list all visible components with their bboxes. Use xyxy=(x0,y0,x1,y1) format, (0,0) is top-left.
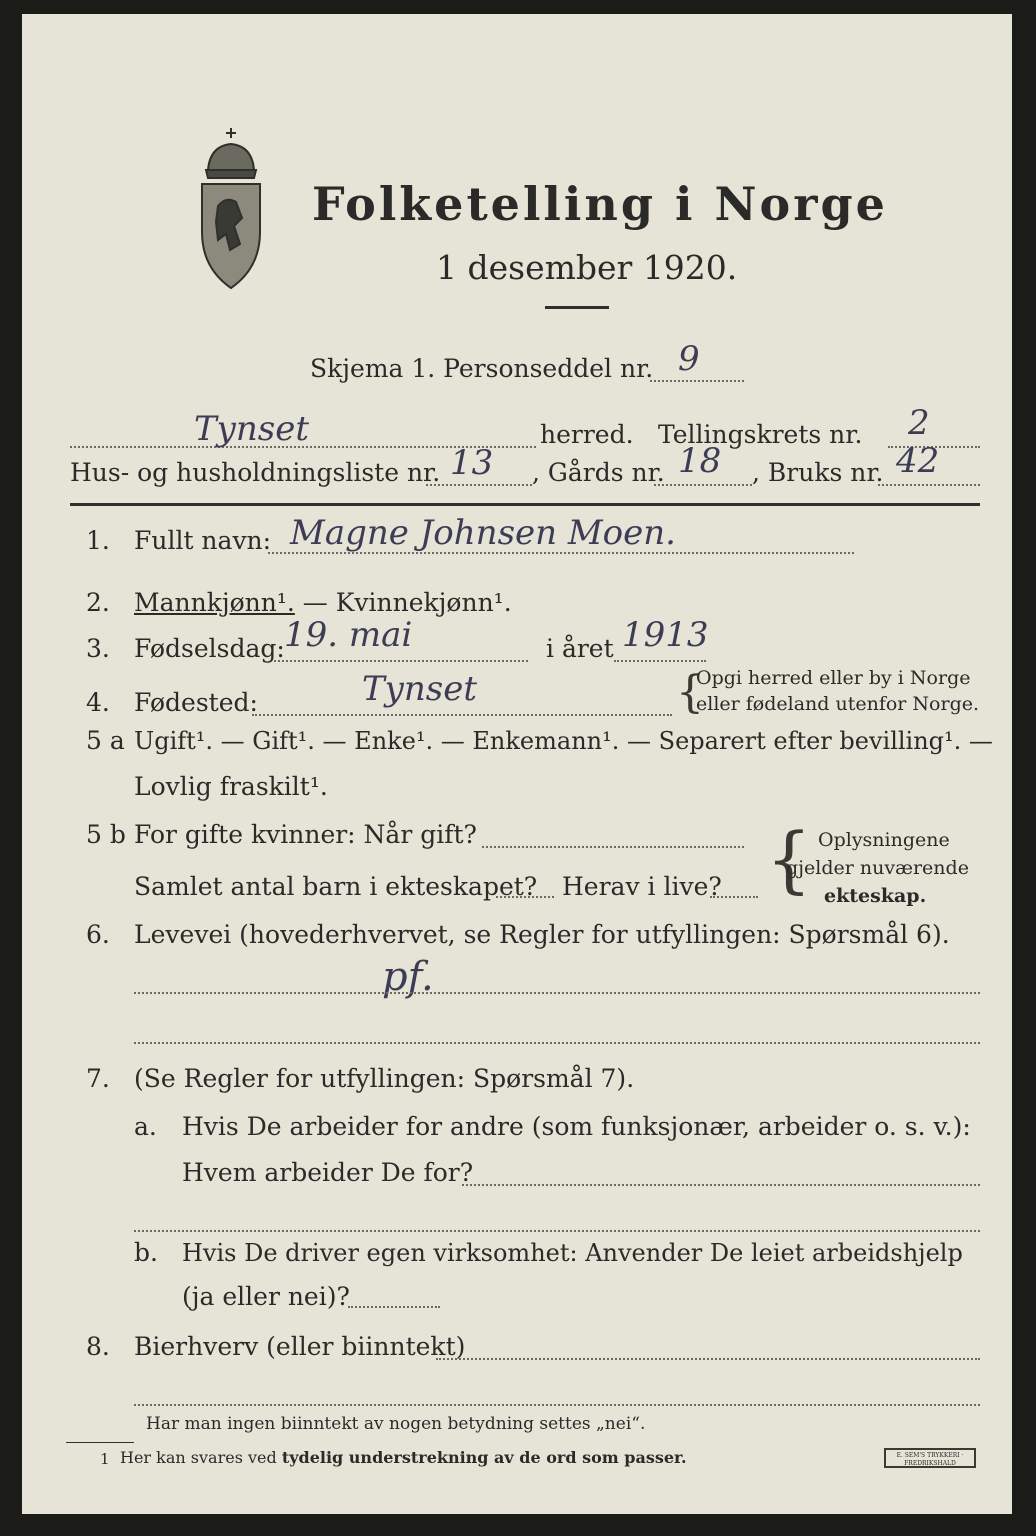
q7a-letter: a. xyxy=(134,1112,157,1141)
coat-of-arms-icon xyxy=(190,122,272,292)
q7a-employer-line xyxy=(462,1184,980,1186)
q5b-married-line xyxy=(482,846,744,848)
q7-number: 7. xyxy=(86,1064,110,1093)
q3-birthday-value[interactable]: 19. mai xyxy=(284,615,413,655)
footnote-text xyxy=(120,1448,687,1468)
printer-stamp xyxy=(884,1448,976,1468)
q2-mannkjonn-option[interactable]: Mannkjønn¹. xyxy=(134,588,295,617)
bruks-label: , Bruks nr. xyxy=(752,458,884,487)
census-form-sheet xyxy=(22,14,1012,1514)
q2-kvinnekjonn-option[interactable]: — Kvinnekjønn¹. xyxy=(294,588,512,617)
q4-brace: { xyxy=(676,667,704,718)
q8-line2 xyxy=(134,1404,980,1406)
q7a-line-extra xyxy=(134,1230,980,1232)
q7b-answer-line xyxy=(348,1306,440,1308)
q3-year-line xyxy=(614,660,706,662)
q1-full-name-value[interactable]: Magne Johnsen Moen. xyxy=(290,513,676,553)
q1-number: 1. xyxy=(86,526,110,555)
q5a-number: 5 a xyxy=(86,726,125,755)
q5b-alive-line xyxy=(710,896,758,898)
printer-stamp-text: E. SEM'S TRYKKERI · FREDRIKSHALD xyxy=(896,1452,964,1467)
q5b-line1: For gifte kvinner: Når gift? xyxy=(134,820,477,849)
q3-year-label: i året xyxy=(546,634,614,663)
gards-value[interactable]: 18 xyxy=(678,441,722,481)
census-date: 1 desember 1920. xyxy=(436,248,738,287)
gards-label: , Gårds nr. xyxy=(532,458,665,487)
q7-label: (Se Regler for utfyllingen: Spørsmål 7). xyxy=(134,1064,635,1093)
q3-label: Fødselsdag: xyxy=(134,634,285,663)
q3-year-value[interactable]: 1913 xyxy=(622,615,709,655)
footnote-text-plain: Her kan svares ved xyxy=(120,1448,282,1467)
q5a-options-line1: Ugift¹. — Gift¹. — Enke¹. — Enkemann¹. — Separert efter bevilling¹. — xyxy=(134,727,993,755)
q4-line xyxy=(252,714,672,716)
tellingskrets-value[interactable]: 2 xyxy=(908,403,930,443)
q5b-note-line2: gjelder nuværende xyxy=(786,857,969,879)
q5b-children-line xyxy=(496,896,554,898)
q5b-alive-label: Herav i live? xyxy=(562,872,722,901)
q6-line1 xyxy=(134,992,980,994)
q4-note-line2: eller fødeland utenfor Norge. xyxy=(696,693,980,715)
footnote-mark: 1 xyxy=(100,1450,110,1468)
q5b-number: 5 b xyxy=(86,820,126,849)
q6-label: Levevei (hovederhvervet, se Regler for utfyllingen: Spørsmål 6). xyxy=(134,920,950,949)
q4-number: 4. xyxy=(86,688,110,717)
q4-label: Fødested: xyxy=(134,688,258,717)
q5a-options-line2: Lovlig fraskilt¹. xyxy=(134,772,328,801)
q8-note: Har man ingen biinntekt av nogen betydning settes „nei“. xyxy=(146,1414,646,1434)
personseddel-line xyxy=(650,380,744,382)
q8-line1 xyxy=(436,1358,980,1360)
q1-label: Fullt navn: xyxy=(134,526,272,555)
q6-occupation-value[interactable]: pf. xyxy=(382,954,434,1000)
husholdningsliste-value[interactable]: 13 xyxy=(450,443,494,483)
q2-options xyxy=(134,588,512,618)
footnote-rule xyxy=(66,1442,134,1443)
husholdningsliste-label: Hus- og husholdningsliste nr. xyxy=(70,458,441,487)
gards-line xyxy=(654,484,752,486)
q7a-line1: Hvis De arbeider for andre (som funksjonær, arbeider o. s. v.): xyxy=(182,1112,971,1141)
q4-note-line1: Opgi herred eller by i Norge xyxy=(696,667,971,689)
q2-number: 2. xyxy=(86,588,110,617)
q3-birthday-line xyxy=(274,660,528,662)
footnote-text-bold: tydelig understrekning av de ord som passer. xyxy=(281,1448,687,1467)
q8-label: Bierhverv (eller biinntekt) xyxy=(134,1332,466,1361)
herred-label: herred. xyxy=(540,420,634,449)
herred-value[interactable]: Tynset xyxy=(194,409,310,449)
q7b-line1: Hvis De driver egen virksomhet: Anvender De leiet arbeidshjelp xyxy=(182,1239,963,1267)
header-separator xyxy=(70,503,980,506)
husholdningsliste-line xyxy=(426,484,532,486)
skjema-label: Skjema 1. Personseddel nr. xyxy=(310,354,654,383)
q7b-line2: (ja eller nei)? xyxy=(182,1282,350,1311)
q4-birthplace-value[interactable]: Tynset xyxy=(362,669,478,709)
q5b-children-label: Samlet antal barn i ekteskapet? xyxy=(134,872,538,901)
title-divider xyxy=(545,306,609,309)
q5b-note-line1: Oplysningene xyxy=(818,829,950,851)
q3-number: 3. xyxy=(86,634,110,663)
q6-line2 xyxy=(134,1042,980,1044)
q6-number: 6. xyxy=(86,920,110,949)
q8-number: 8. xyxy=(86,1332,110,1361)
q5b-brace: { xyxy=(766,817,812,901)
q7b-letter: b. xyxy=(134,1238,158,1267)
q5b-note-line3: ekteskap. xyxy=(824,885,927,907)
bruks-value[interactable]: 42 xyxy=(896,441,940,481)
tellingskrets-label: Tellingskrets nr. xyxy=(658,420,863,449)
bruks-line xyxy=(878,484,980,486)
q7a-line2: Hvem arbeider De for? xyxy=(182,1158,474,1187)
form-title: Folketelling i Norge xyxy=(312,177,888,231)
personseddel-value[interactable]: 9 xyxy=(678,339,700,379)
